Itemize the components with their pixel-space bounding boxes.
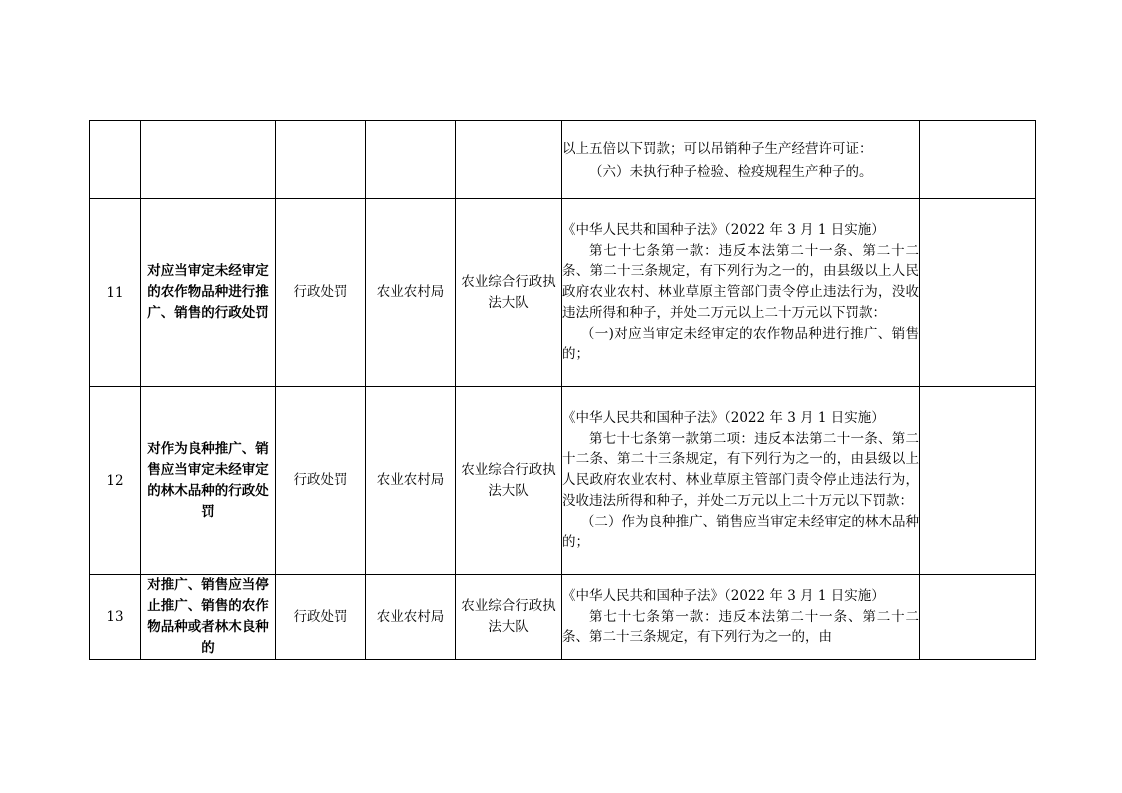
- item-note: [920, 387, 1036, 575]
- row-number: 13: [90, 575, 141, 660]
- basis-text: 以上五倍以下罚款；可以吊销种子生产经营许可证：: [562, 140, 873, 157]
- basis-text: （六）未执行种子检验、检疫规程生产种子的。: [589, 163, 873, 180]
- item-category: 行政处罚: [276, 199, 366, 387]
- row-number: 12: [90, 387, 141, 575]
- item-name: [141, 121, 276, 199]
- item-note: [920, 575, 1036, 660]
- basis-text: （二）作为良种推广、销售应当审定未经审定的林木品种的；: [562, 513, 919, 551]
- item-authority: [366, 121, 456, 199]
- legal-basis: [562, 121, 920, 199]
- penalty-table: [89, 120, 1036, 660]
- row-number: 11: [90, 199, 141, 387]
- table-row: [90, 575, 1036, 660]
- item-category: 行政处罚: [276, 575, 366, 660]
- item-executor: 农业综合行政执法大队: [456, 387, 562, 575]
- item-note: [920, 121, 1036, 199]
- table-row: [90, 387, 1036, 575]
- basis-text: 《中华人民共和国种子法》（2022 年 3 月 1 日实施）: [562, 409, 885, 426]
- item-executor: 农业综合行政执法大队: [456, 575, 562, 660]
- basis-text: 《中华人民共和国种子法》（2022 年 3 月 1 日实施）: [562, 221, 885, 238]
- item-name: 对作为良种推广、销售应当审定未经审定的林木品种的行政处罚: [141, 387, 276, 575]
- item-category: [276, 121, 366, 199]
- basis-text: 第七十七条第一款：违反本法第二十一条、第二十二条、第二十三条规定，有下列行为之一的，由: [562, 608, 919, 646]
- basis-text: （一)对应当审定未经审定的农作物品种进行推广、销售的；: [562, 325, 919, 363]
- item-name: 对应当审定未经审定的农作物品种进行推广、销售的行政处罚: [141, 199, 276, 387]
- basis-text: 《中华人民共和国种子法》（2022 年 3 月 1 日实施）: [562, 587, 885, 604]
- basis-text: 第七十七条第一款：违反本法第二十一条、第二十二条、第二十三条规定，有下列行为之一的，由县级以上人民政府农业农村、林业草原主管部门责令停止违法行为，没收违法所得和种子，并处二万元以上二十万元以下罚款：: [562, 242, 919, 321]
- table-row: [90, 121, 1036, 199]
- item-authority: 农业农村局: [366, 199, 456, 387]
- item-executor: [456, 121, 562, 199]
- legal-basis: [562, 199, 920, 387]
- legal-basis: [562, 387, 920, 575]
- item-category: 行政处罚: [276, 387, 366, 575]
- item-note: [920, 199, 1036, 387]
- item-name: 对推广、销售应当停止推广、销售的农作物品种或者林木良种的: [141, 575, 276, 660]
- item-executor: 农业综合行政执法大队: [456, 199, 562, 387]
- row-number: [90, 121, 141, 199]
- table-row: [90, 199, 1036, 387]
- legal-basis: [562, 575, 920, 660]
- item-authority: 农业农村局: [366, 387, 456, 575]
- item-authority: 农业农村局: [366, 575, 456, 660]
- basis-text: 第七十七条第一款第二项：违反本法第二十一条、第二十二条、第二十三条规定，有下列行为之一的，由县级以上人民政府农业农村、林业草原主管部门责令停止违法行为，没收违法所得和种子，并处二万元以上二十万元以下罚款：: [562, 430, 919, 509]
